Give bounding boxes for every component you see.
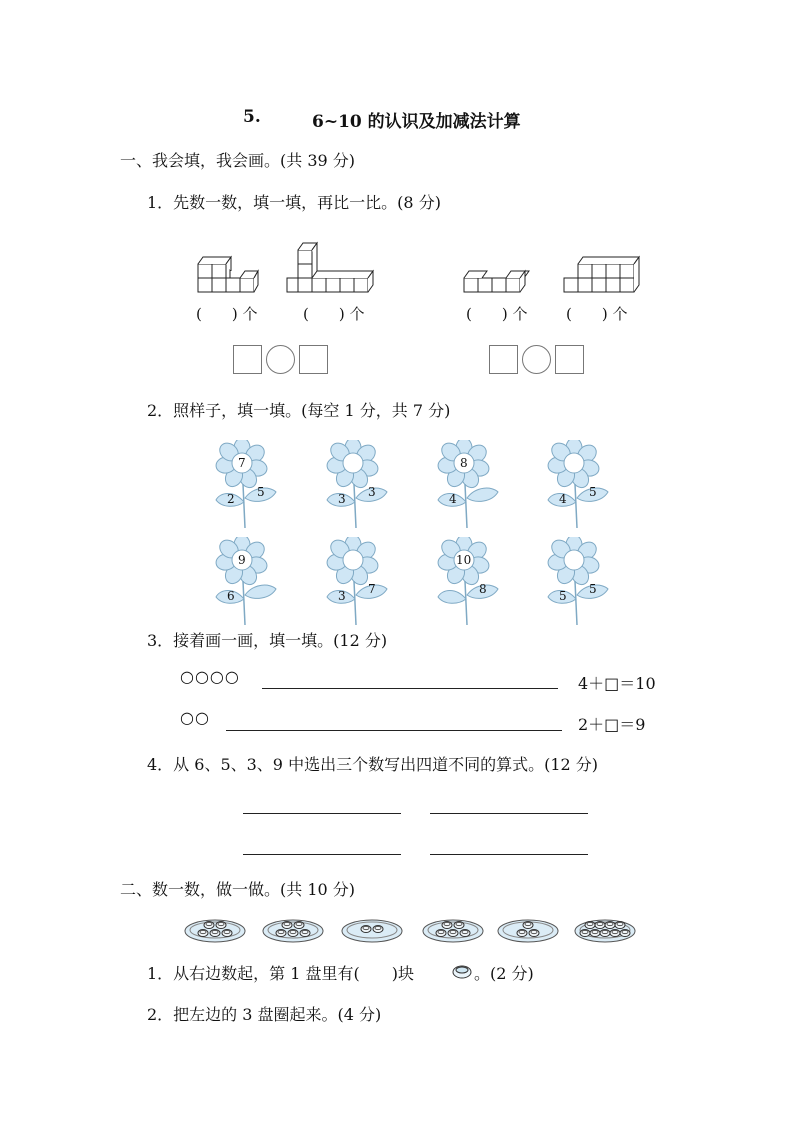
flower [546, 537, 610, 627]
cube-figures [190, 236, 640, 302]
flower [325, 537, 389, 627]
flower [325, 440, 389, 530]
s2-q1-text-after: 。(2 分) [474, 964, 534, 983]
compare-box-right[interactable] [555, 345, 584, 374]
count-blank-4[interactable]: ( ) 个 [566, 305, 628, 323]
q1-text: 1．先数一数，填一填，再比一比。(8 分) [147, 193, 441, 212]
q3-row2-equation: 2＋□＝9 [578, 715, 646, 734]
answer-line[interactable] [430, 854, 588, 855]
flower-left-number: 3 [338, 492, 346, 506]
flower-left-number: 3 [338, 589, 346, 603]
flower [546, 440, 610, 530]
page-title: 6~10 的认识及加减法计算 [312, 112, 521, 132]
s2-q2-text: 2．把左边的 3 盘圈起来。(4 分) [147, 1005, 382, 1024]
flower-right-number: 5 [589, 485, 597, 499]
plate [422, 915, 484, 943]
flower-right-number: 5 [257, 485, 265, 499]
cube-group-2 [287, 243, 373, 292]
title-number: 5. [243, 107, 261, 127]
cube-group-4 [564, 257, 639, 292]
compare-circle[interactable] [522, 345, 551, 374]
cake-icon [451, 961, 473, 979]
flower-top-number: 9 [238, 553, 246, 567]
plate [574, 915, 636, 943]
answer-line[interactable] [262, 688, 558, 689]
flower-top-number: 10 [456, 553, 472, 567]
flower-right-number: 3 [368, 485, 376, 499]
cube-group-1 [198, 257, 258, 292]
compare-box-left[interactable] [489, 345, 518, 374]
flower-left-number: 5 [559, 589, 567, 603]
flower [214, 440, 278, 530]
q4-text: 4．从 6、5、3、9 中选出三个数写出四道不同的算式。(12 分) [147, 755, 599, 774]
plate [341, 915, 403, 943]
answer-line[interactable] [243, 854, 401, 855]
flower-left-number: 4 [559, 492, 567, 506]
plate [184, 915, 246, 943]
count-blank-3[interactable]: ( ) 个 [466, 305, 528, 323]
compare-box-left[interactable] [233, 345, 262, 374]
compare-circle[interactable] [266, 345, 295, 374]
compare-box-right[interactable] [299, 345, 328, 374]
count-blank-1[interactable]: ( ) 个 [196, 305, 258, 323]
answer-line[interactable] [226, 730, 562, 731]
q2-text: 2．照样子，填一填。(每空 1 分，共 7 分) [147, 401, 451, 420]
flower [214, 537, 278, 627]
section2-heading: 二、数一数，做一做。(共 10 分) [120, 880, 356, 899]
q3-row1-circles: ○○○○ [180, 667, 240, 686]
flower-left-number: 4 [449, 492, 457, 506]
section1-heading: 一、我会填，我会画。(共 39 分) [120, 151, 356, 170]
flower-top-number: 8 [460, 456, 468, 470]
s2-q1-text-before: 1．从右边数起，第 1 盘里有( )块 [147, 964, 415, 983]
flower-right-number: 8 [479, 582, 487, 596]
answer-line[interactable] [430, 813, 588, 814]
q3-row2-circles: ○○ [180, 708, 210, 727]
count-blank-2[interactable]: ( ) 个 [303, 305, 365, 323]
flower-right-number: 7 [368, 582, 376, 596]
q3-row1-equation: 4＋□＝10 [578, 674, 656, 693]
flower-right-number: 5 [589, 582, 597, 596]
answer-line[interactable] [243, 813, 401, 814]
plate [497, 915, 559, 943]
flower-top-number: 7 [238, 456, 246, 470]
flower-left-number: 2 [227, 492, 235, 506]
flower [436, 440, 500, 530]
q3-text: 3．接着画一画，填一填。(12 分) [147, 631, 388, 650]
flower-left-number: 6 [227, 589, 235, 603]
cube-group-3 [464, 271, 529, 292]
flower [436, 537, 500, 627]
plate [262, 915, 324, 943]
